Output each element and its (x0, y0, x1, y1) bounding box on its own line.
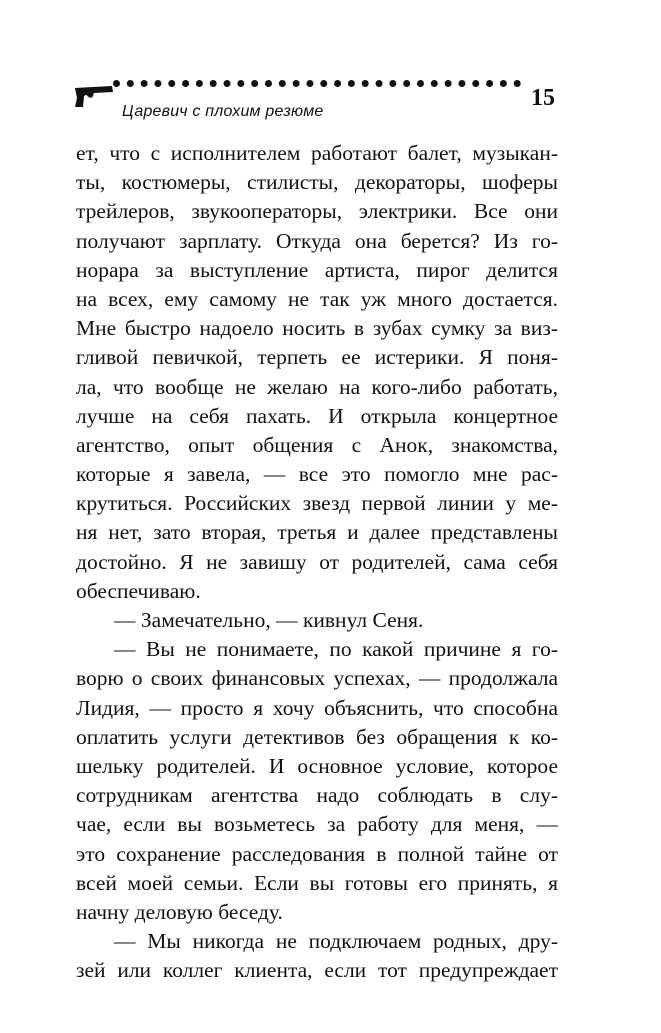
body-text (76, 139, 558, 985)
text-line: которые я завела, — все это помогло мне рас- (76, 462, 558, 487)
text-line: зей или коллег клиента, если тот предупреждает (76, 958, 558, 983)
text-line: лучше на себя пахать. И открыла концертное (76, 403, 558, 428)
text-line: — Мы никогда не подключаем родных, дру- (114, 929, 558, 954)
text-line: ет, что с исполнителем работают балет, музыкан- (76, 141, 558, 165)
text-line: получают зарплату. Откуда она берется? Из го- (76, 228, 558, 253)
text-line: — Замечательно, — кивнул Сеня. (114, 608, 424, 632)
text-line: на всех, ему самому не так уж много достается. (76, 286, 558, 311)
text-line: оплатить услуги детективов без обращения к ко- (76, 724, 558, 749)
text-line: это сохранение расследования в полной тайне от (76, 841, 558, 866)
running-title: Царевич с плохим резюме (122, 103, 324, 120)
text-line: Лидия, — просто я хочу объяснить, что способна (76, 695, 558, 720)
text-line: агентство, опыт общения с Анок, знакомства, (76, 432, 558, 457)
text-line: ня нет, зато вторая, третья и далее представлены (76, 520, 558, 545)
text-line: — Вы не понимаете, по какой причине я го- (114, 637, 558, 662)
text-line: шельку родителей. И основное условие, которое (76, 753, 558, 778)
text-line: сотрудникам агентства надо соблюдать в слу- (76, 783, 558, 808)
text-line: всей моей семьи. Если вы готовы его принять, я (76, 870, 558, 895)
text-line: гливой певичкой, терпеть ее истерики. Я поня- (76, 345, 558, 370)
text-line: начну деловую беседу. (76, 899, 283, 924)
header-dotted-rule (113, 75, 521, 87)
text-line: чае, если вы возьметесь за работу для меня, — (76, 812, 558, 837)
pistol-icon (74, 86, 114, 108)
text-line: ворю о своих финансовых успехах, — продолжала (76, 666, 558, 691)
text-line: ла, что вообще не желаю на кого-либо работать, (76, 374, 558, 399)
text-line: трейлеров, звукооператоры, электрики. Все они (76, 199, 558, 224)
text-line: крутиться. Российских звезд первой линии у ме- (76, 491, 558, 516)
text-line: норара за выступление артиста, пирог делится (76, 257, 558, 282)
text-line: Мне быстро надоело носить в зубах сумку за виз- (76, 316, 558, 341)
text-line: достойно. Я не завишу от родителей, сама себя (76, 549, 558, 574)
text-line: обеспечиваю. (76, 578, 201, 603)
page-number: 15 (531, 85, 555, 111)
text-line: ты, костюмеры, стилисты, декораторы, шоферы (76, 170, 558, 195)
